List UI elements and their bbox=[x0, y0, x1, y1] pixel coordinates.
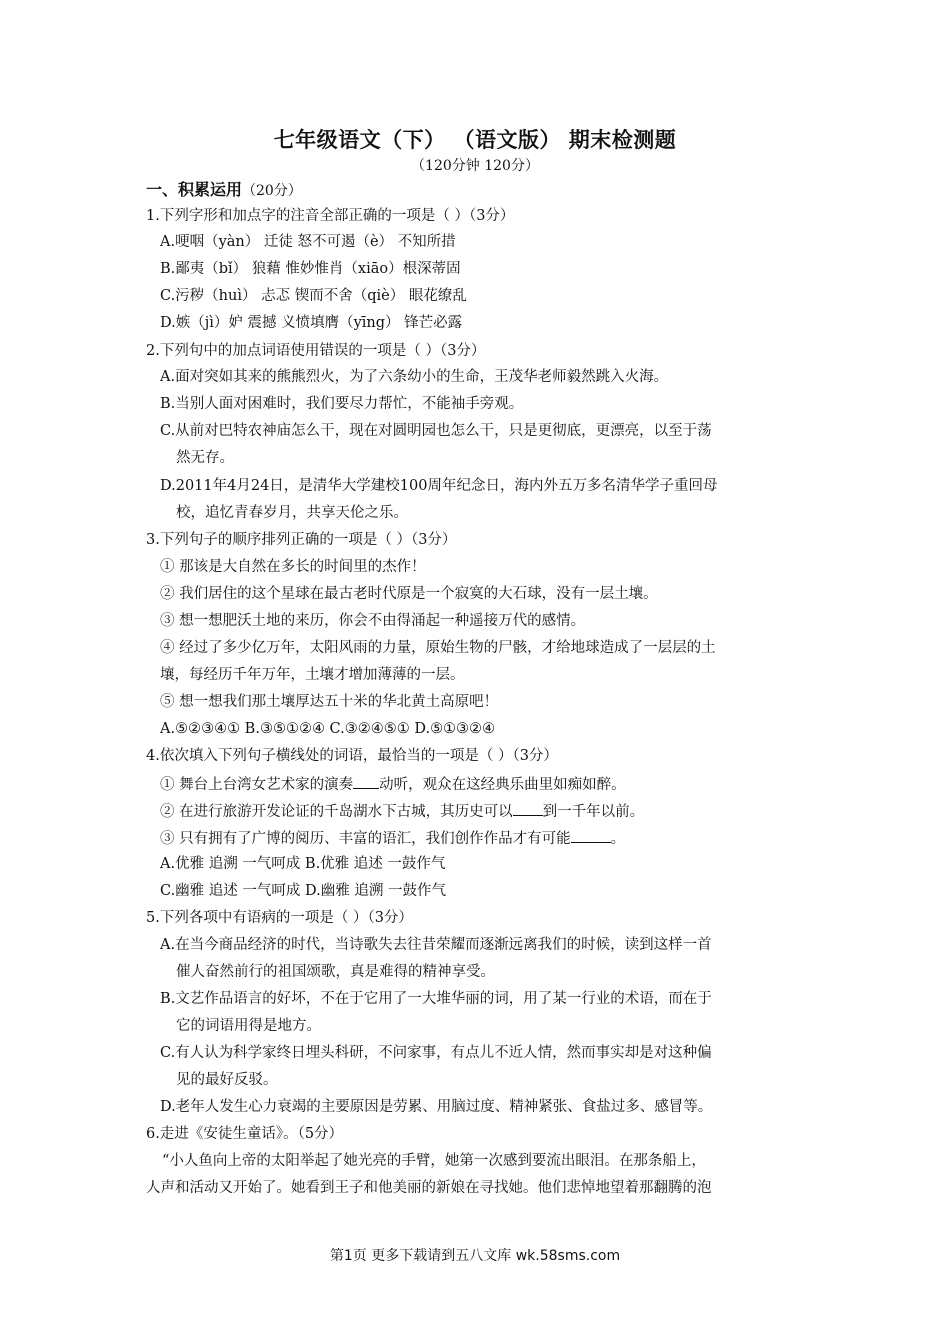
q4-options-ab: A.优雅 追溯 一气呵成 B.优雅 追述 一鼓作气 bbox=[160, 856, 446, 872]
q3-sentence-4-line1: ④ 经过了多少亿万年，太阳风雨的力量，原始生物的尸骸，才给地球造成了一层层的土 bbox=[160, 640, 716, 656]
page-title: 七年级语文（下） （语文版） 期末检测题 bbox=[273, 128, 677, 152]
q1-option-c: C.污秽（huì） 忐忑 锲而不舍（qiè） 眼花缭乱 bbox=[160, 288, 467, 304]
q1-option-a: A.哽咽（yàn） 迁徒 怒不可遏（è） 不知所措 bbox=[160, 234, 456, 250]
q4-s3-before: ③ 只有拥有了广博的阅历、丰富的语汇，我们创作作品才有可能 bbox=[160, 831, 571, 847]
q5-option-d: D.老年人发生心力衰竭的主要原因是劳累、用脑过度、精神紧张、食盐过多、感冒等。 bbox=[160, 1099, 713, 1115]
q3-sentence-1: ① 那该是大自然在多长的时间里的杰作！ bbox=[160, 559, 426, 575]
q4-sentence-1 bbox=[160, 773, 626, 795]
q2-option-b: B.当别人面对困难时，我们要尽力帮忙，不能袖手旁观。 bbox=[160, 396, 524, 412]
fill-blank bbox=[571, 827, 611, 843]
fill-blank bbox=[513, 800, 543, 816]
q1-option-d: D.嫉（jì）妒 震撼 义愤填膺（yīng） 锋芒必露 bbox=[160, 315, 463, 331]
section-title: 一、积累运用 bbox=[146, 180, 243, 199]
q4-s1-before: ① 舞台上台湾女艺术家的演奏 bbox=[160, 777, 354, 793]
q5-option-a-line1: A.在当今商品经济的时代，当诗歌失去往昔荣耀而逐渐远离我们的时候，读到这样一首 bbox=[160, 937, 712, 953]
q2-option-c-line1: C.从前对巴特农神庙怎么干，现在对圆明园也怎么干，只是更彻底，更漂亮，以至于荡 bbox=[160, 423, 712, 439]
page-footer: 第1页 更多下载请到五八文库 wk.58sms.com bbox=[329, 1248, 621, 1264]
section-points: （20分） bbox=[242, 183, 302, 199]
q1-option-b: B.鄙夷（bǐ） 狼藉 惟妙惟肖（xiāo）根深蒂固 bbox=[160, 261, 461, 277]
page-subtitle: （120分钟 120分） bbox=[411, 158, 539, 174]
q4-s3-after: 。 bbox=[610, 831, 626, 847]
q4-stem: 4.依次填入下列句子横线处的词语，最恰当的一项是（ ）（3分） bbox=[146, 748, 558, 764]
q5-option-c-line2: 见的最好反驳。 bbox=[176, 1072, 278, 1088]
q5-option-c-line1: C.有人认为科学家终日埋头科研，不问家事，有点儿不近人情，然而事实却是对这种偏 bbox=[160, 1045, 712, 1061]
q2-stem: 2.下列句中的加点词语使用错误的一项是（ ）（3分） bbox=[146, 343, 486, 359]
q2-option-a: A.面对突如其来的熊熊烈火，为了六条幼小的生命，王茂华老师毅然跳入火海。 bbox=[160, 369, 669, 385]
q4-options-cd: C.幽雅 追述 一气呵成 D.幽雅 追溯 一鼓作气 bbox=[160, 883, 446, 899]
q1-stem: 1.下列字形和加点字的注音全部正确的一项是（ ）（3分） bbox=[146, 208, 515, 224]
q3-sentence-4-line2: 壤，每经历千年万年，土壤才增加薄薄的一层。 bbox=[160, 667, 465, 683]
q5-option-b-line1: B.文艺作品语言的好坏，不在于它用了一大堆华丽的词，用了某一行业的术语，而在于 bbox=[160, 991, 712, 1007]
q4-s1-after: 动听，观众在这经典乐曲里如痴如醉。 bbox=[379, 777, 626, 793]
q3-sentence-5: ⑤ 想一想我们那土壤厚达五十米的华北黄土高原吧！ bbox=[160, 694, 499, 710]
q2-option-d-line1: D.2011年4月24日，是清华大学建校100周年纪念日，海内外五万多名清华学子重回母 bbox=[160, 478, 718, 494]
q4-sentence-3 bbox=[160, 827, 625, 849]
section-heading bbox=[146, 180, 302, 201]
q2-option-c-line2: 然无存。 bbox=[176, 450, 234, 466]
q3-stem: 3.下列句子的顺序排列正确的一项是（ ）（3分） bbox=[146, 532, 457, 548]
q4-sentence-2 bbox=[160, 800, 644, 822]
q4-s2-before: ② 在进行旅游开发论证的千岛湖水下古城，其历史可以 bbox=[160, 804, 513, 820]
q4-s2-after: 到一千年以前。 bbox=[542, 804, 645, 820]
q6-stem: 6.走进《安徒生童话》。（5分） bbox=[146, 1126, 344, 1142]
q3-options: A.⑤②③④① B.③⑤①②④ C.③②④⑤① D.⑤①③②④ bbox=[160, 721, 496, 737]
q6-passage-line2: 人声和活动又开始了。她看到王子和他美丽的新娘在寻找她。他们悲悼地望着那翻腾的泡 bbox=[146, 1180, 712, 1196]
q5-stem: 5.下列各项中有语病的一项是（ ）（3分） bbox=[146, 910, 413, 926]
q5-option-b-line2: 它的词语用得是地方。 bbox=[176, 1018, 321, 1034]
q2-option-d-line2: 校，追忆青春岁月，共享天伦之乐。 bbox=[176, 505, 408, 521]
fill-blank bbox=[353, 773, 379, 789]
q3-sentence-3: ③ 想一想肥沃土地的来历，你会不由得涌起一种遥接万代的感情。 bbox=[160, 613, 586, 629]
q3-sentence-2: ② 我们居住的这个星球在最古老时代原是一个寂寞的大石球，没有一层土壤。 bbox=[160, 586, 658, 602]
q6-passage-line1: “小人鱼向上帝的太阳举起了她光亮的手臂，她第一次感到要流出眼泪。在那条船上， bbox=[162, 1153, 706, 1169]
q5-option-a-line2: 催人奋然前行的祖国颂歌，真是难得的精神享受。 bbox=[176, 964, 495, 980]
